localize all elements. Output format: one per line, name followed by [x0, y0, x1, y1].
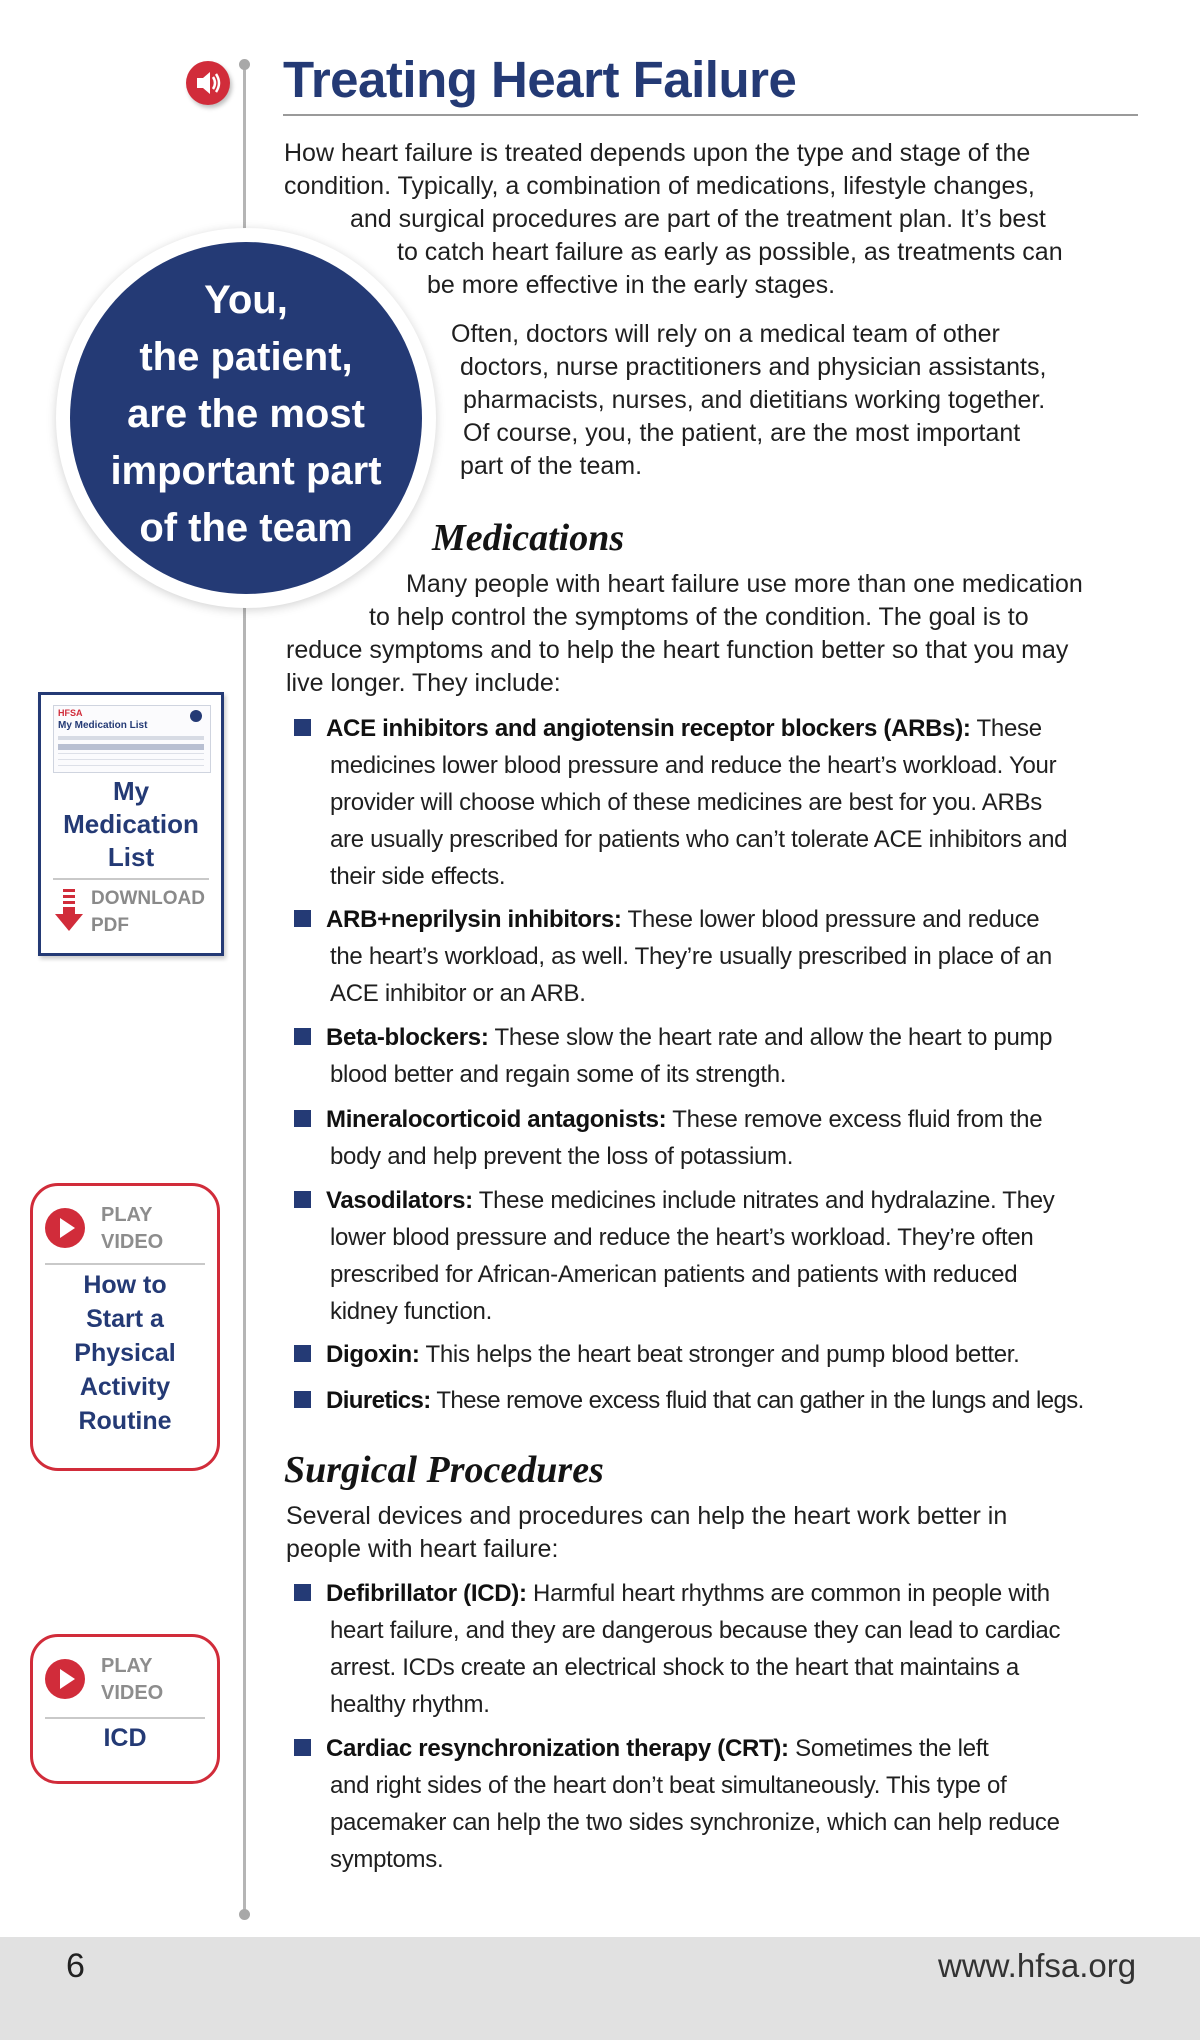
- item-term: Diuretics:: [326, 1387, 431, 1414]
- video-title-line: ICD: [103, 1724, 147, 1752]
- bullet-square: [294, 719, 311, 736]
- item-text: and right sides of the heart don’t beat simultaneously. This type of: [330, 1772, 1007, 1799]
- title-underline: [283, 114, 1138, 116]
- item-text: These lower blood pressure and reduce: [621, 906, 1040, 933]
- medications-intro-line: to help control the symptoms of the condition. The goal is to: [369, 603, 1029, 631]
- item-text: These slow the heart rate and allow the heart to pump: [488, 1024, 1053, 1051]
- surgical-heading: Surgical Procedures: [284, 1449, 604, 1491]
- thumbnail-line: [58, 759, 204, 760]
- callout-line: the patient,: [139, 335, 353, 379]
- video-title-line: Physical: [74, 1339, 176, 1367]
- play-video-label-line: PLAY: [101, 1655, 153, 1677]
- item-text: body and help prevent the loss of potassium.: [330, 1143, 794, 1170]
- video-title: [33, 1268, 217, 1438]
- item-term: Cardiac resynchronization therapy (CRT):: [326, 1735, 789, 1762]
- card-divider: [53, 878, 209, 880]
- card-divider: [45, 1717, 205, 1719]
- item-term: Mineralocorticoid antagonists:: [326, 1106, 667, 1133]
- item-term: Digoxin:: [326, 1341, 420, 1368]
- card-title-line: List: [107, 842, 155, 872]
- bullet-square: [294, 1391, 311, 1408]
- intro-line: be more effective in the early stages.: [427, 271, 836, 299]
- item-term: Defibrillator (ICD):: [326, 1580, 527, 1607]
- audio-speaker-icon[interactable]: [186, 61, 230, 105]
- download-label-line: PDF: [91, 915, 129, 936]
- thumbnail-title: My Medication List: [58, 720, 148, 731]
- item-text: blood better and regain some of its strength.: [330, 1061, 787, 1088]
- medications-heading: Medications: [432, 517, 625, 559]
- play-icon: [45, 1208, 85, 1248]
- play-video-label-line: PLAY: [101, 1204, 153, 1226]
- team-line: Often, doctors will rely on a medical team of other: [451, 320, 1000, 348]
- video-title-line: Routine: [78, 1407, 172, 1435]
- item-text: ACE inhibitor or an ARB.: [330, 980, 586, 1007]
- item-text: provider will choose which of these medicines are best for you. ARBs: [330, 789, 1042, 816]
- bullet-square: [294, 1345, 311, 1362]
- video-title-line: How to: [83, 1271, 167, 1299]
- rule-top-dot: [239, 59, 250, 70]
- card-title-line: Medication: [63, 809, 199, 839]
- thumbnail-badge-icon: [190, 710, 202, 722]
- team-line: part of the team.: [460, 452, 643, 480]
- intro-line: to catch heart failure as early as possible, as treatments can: [397, 238, 1063, 266]
- item-text: kidney function.: [330, 1298, 492, 1325]
- item-text: These remove excess fluid from the: [666, 1106, 1043, 1133]
- video-title-line: Start a: [86, 1305, 164, 1333]
- callout-line: are the most: [127, 392, 365, 436]
- team-line: doctors, nurse practitioners and physician assistants,: [460, 353, 1047, 381]
- medication-list-title: [41, 775, 221, 874]
- bullet-square: [294, 1739, 311, 1756]
- card-divider: [45, 1263, 205, 1265]
- item-text: arrest. ICDs create an electrical shock to the heart that maintains a: [330, 1654, 1019, 1681]
- team-line: pharmacists, nurses, and dietitians working together.: [463, 386, 1046, 414]
- item-text: These medicines include nitrates and hydralazine. They: [472, 1187, 1055, 1214]
- bullet-square: [294, 1028, 311, 1045]
- item-text: prescribed for African-American patients and patients with reduced: [330, 1261, 1018, 1288]
- item-text: healthy rhythm.: [330, 1691, 490, 1718]
- medications-intro-line: Many people with heart failure use more than one medication: [406, 570, 1083, 598]
- item-text: heart failure, and they are dangerous because they can lead to cardiac: [330, 1617, 1061, 1644]
- rule-bottom-dot: [239, 1909, 250, 1920]
- thumbnail-brand: HFSA: [58, 708, 83, 718]
- item-term: Vasodilators:: [326, 1187, 473, 1214]
- play-icon: [45, 1659, 85, 1699]
- thumbnail-line: [58, 736, 204, 740]
- play-video-label: [101, 1653, 163, 1707]
- item-text: These: [970, 715, 1042, 742]
- website-link[interactable]: www.hfsa.org: [938, 1947, 1137, 1984]
- item-term: ARB+neprilysin inhibitors:: [326, 906, 622, 933]
- bullet-square: [294, 1584, 311, 1601]
- download-label-line: DOWNLOAD: [91, 888, 205, 909]
- item-text: These remove excess fluid that can gather in the lungs and legs.: [430, 1387, 1084, 1414]
- video-title: [33, 1721, 217, 1755]
- item-text: the heart’s workload, as well. They’re usually prescribed in place of an: [330, 943, 1052, 970]
- thumbnail-line: [58, 765, 204, 766]
- medications-intro-line: reduce symptoms and to help the heart function better so that you may: [286, 636, 1069, 664]
- intro-line: condition. Typically, a combination of medications, lifestyle changes,: [284, 172, 1035, 200]
- video-card-icd[interactable]: [30, 1634, 220, 1784]
- item-text: Sometimes the left: [788, 1735, 989, 1762]
- play-video-label: [101, 1202, 163, 1256]
- bullet-square: [294, 1191, 311, 1208]
- surgical-intro-line: people with heart failure:: [286, 1535, 559, 1563]
- bullet-square: [294, 910, 311, 927]
- intro-line: How heart failure is treated depends upon the type and stage of the: [284, 139, 1031, 167]
- download-arrow-icon: [53, 887, 85, 935]
- item-text: medicines lower blood pressure and reduce the heart’s workload. Your: [330, 752, 1057, 779]
- item-text: their side effects.: [330, 863, 506, 890]
- callout-line: important part: [110, 449, 382, 493]
- item-text: are usually prescribed for patients who can’t tolerate ACE inhibitors and: [330, 826, 1068, 853]
- item-text: Harmful heart rhythms are common in people with: [526, 1580, 1050, 1607]
- bullet-square: [294, 1110, 311, 1127]
- card-title-line: My: [112, 776, 150, 806]
- callout-line: of the team: [139, 506, 353, 550]
- video-title-line: Activity: [79, 1373, 171, 1401]
- download-label: [91, 885, 205, 939]
- callout-line: You,: [204, 278, 288, 322]
- intro-line: and surgical procedures are part of the treatment plan. It’s best: [350, 205, 1046, 233]
- item-text: pacemaker can help the two sides synchronize, which can help reduce: [330, 1809, 1060, 1836]
- medications-intro-line: live longer. They include:: [286, 669, 561, 697]
- play-video-label-line: VIDEO: [101, 1231, 164, 1253]
- thumbnail-line: [58, 753, 204, 754]
- video-card-physical-activity[interactable]: [30, 1183, 220, 1471]
- medication-list-download-card[interactable]: [38, 692, 224, 956]
- page-title: Treating Heart Failure: [283, 51, 797, 108]
- play-video-label-line: VIDEO: [101, 1682, 164, 1704]
- item-text: This helps the heart beat stronger and pump blood better.: [419, 1341, 1020, 1368]
- callout-text: [70, 272, 422, 557]
- item-text: lower blood pressure and reduce the heart’s workload. They’re often: [330, 1224, 1034, 1251]
- page-number: 6: [66, 1947, 85, 1985]
- item-term: Beta-blockers:: [326, 1024, 489, 1051]
- thumbnail-table-header: [58, 744, 204, 750]
- item-term: ACE inhibitors and angiotensin receptor blockers (ARBs):: [326, 715, 971, 742]
- surgical-intro-line: Several devices and procedures can help the heart work better in: [286, 1502, 1008, 1530]
- medication-list-thumbnail: [53, 705, 211, 773]
- team-line: Of course, you, the patient, are the most important: [463, 419, 1021, 447]
- item-text: symptoms.: [330, 1846, 444, 1873]
